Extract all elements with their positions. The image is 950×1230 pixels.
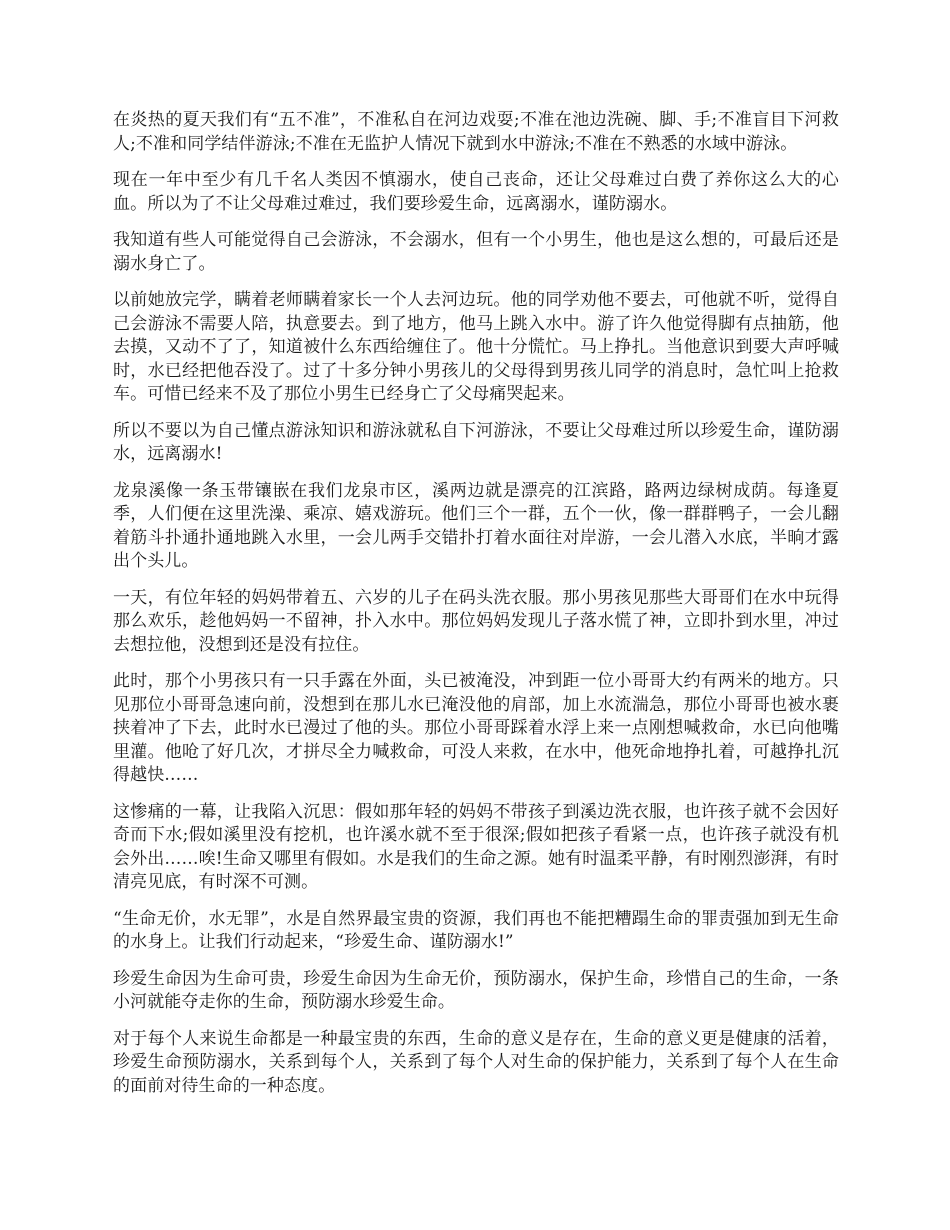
paragraph-8: 此时，那个小男孩只有一只手露在外面，头已被淹没，冲到距一位小哥哥大约有两米的地方。只见那位小哥哥急速向前，没想到在那儿水已淹没他的肩部，加上水流湍急，那位小哥哥也被水裹挟着冲了下去，此时水已漫过了他的头。那位小哥哥踩着水浮上来一点刚想喊救命，水已向他嘴里灌。他呛了好几次，才拼尽全力喊救命，可没人来救，在水中，他死命地挣扎着，可越挣扎沉得越快…… [113,671,839,785]
paragraph-10: “生命无价，水无罪”，水是自然界最宝贵的资源，我们再也不能把糟蹋生命的罪责强加到无生命的水身上。让我们行动起来，“珍爱生命、谨防溺水!” [113,908,839,952]
document-body [113,109,839,1111]
paragraph-4: 以前她放完学，瞒着老师瞒着家长一个人去河边玩。他的同学劝他不要去，可他就不听，觉得自己会游泳不需要人陪，执意要去。到了地方，他马上跳入水中。游了许久他觉得脚有点抽筋，他去摸，又动不了了，知道被什么东西给缠住了。他十分慌忙。马上挣扎。当他意识到要大声呼喊时，水已经把他吞没了。过了十多分钟小男孩儿的父母得到男孩儿同学的消息时，急忙叫上抢救车。可惜已经来不及了那位小男生已经身亡了父母痛哭起来。 [113,290,839,404]
paragraph-6: 龙泉溪像一条玉带镶嵌在我们龙泉市区，溪两边就是漂亮的江滨路，路两边绿树成荫。每逢夏季，人们便在这里洗澡、乘凉、嬉戏游玩。他们三个一群，五个一伙，像一群群鸭子，一会儿翻着筋斗扑通扑通地跳入水里，一会儿两手交错扑打着水面往对岸游，一会儿潜入水底，半晌才露出个头儿。 [113,480,839,571]
paragraph-7: 一天，有位年轻的妈妈带着五、六岁的儿子在码头洗衣服。那小男孩见那些大哥哥们在水中玩得那么欢乐，趁他妈妈一不留神，扑入水中。那位妈妈发现儿子落水慌了神，立即扑到水里，冲过去想拉他，没想到还是没有拉住。 [113,587,839,655]
paragraph-12: 对于每个人来说生命都是一种最宝贵的东西，生命的意义是存在，生命的意义更是健康的活着，珍爱生命预防溺水，关系到每个人，关系到了每个人对生命的保护能力，关系到了每个人在生命的面前对待生命的一种态度。 [113,1028,839,1096]
paragraph-11: 珍爱生命因为生命可贵，珍爱生命因为生命无价，预防溺水，保护生命，珍惜自己的生命，一条小河就能夺走你的生命，预防溺水珍爱生命。 [113,968,839,1012]
paragraph-5: 所以不要以为自己懂点游泳知识和游泳就私自下河游泳，不要让父母难过所以珍爱生命，谨防溺水，远离溺水! [113,420,839,464]
paragraph-2: 现在一年中至少有几千名人类因不慎溺水，使自己丧命，还让父母难过白费了养你这么大的心血。所以为了不让父母难过难过，我们要珍爱生命，远离溺水，谨防溺水。 [113,170,839,214]
paragraph-1: 在炎热的夏天我们有“五不准”，不准私自在河边戏耍;不准在池边洗碗、脚、手;不准盲目下河救人;不准和同学结伴游泳;不准在无监护人情况下就到水中游泳;不准在不熟悉的水域中游泳。 [113,110,839,154]
paragraph-3: 我知道有些人可能觉得自己会游泳，不会溺水，但有一个小男生，他也是这么想的，可最后还是溺水身亡了。 [113,230,839,274]
paragraph-9: 这惨痛的一幕，让我陷入沉思：假如那年轻的妈妈不带孩子到溪边洗衣服，也许孩子就不会因好奇而下水;假如溪里没有挖机，也许溪水就不至于很深;假如把孩子看紧一点，也许孩子就没有机会外出……唉!生命又哪里有假如。水是我们的生命之源。她有时温柔平静，有时刚烈澎湃，有时清亮见底，有时深不可测。 [113,801,839,892]
